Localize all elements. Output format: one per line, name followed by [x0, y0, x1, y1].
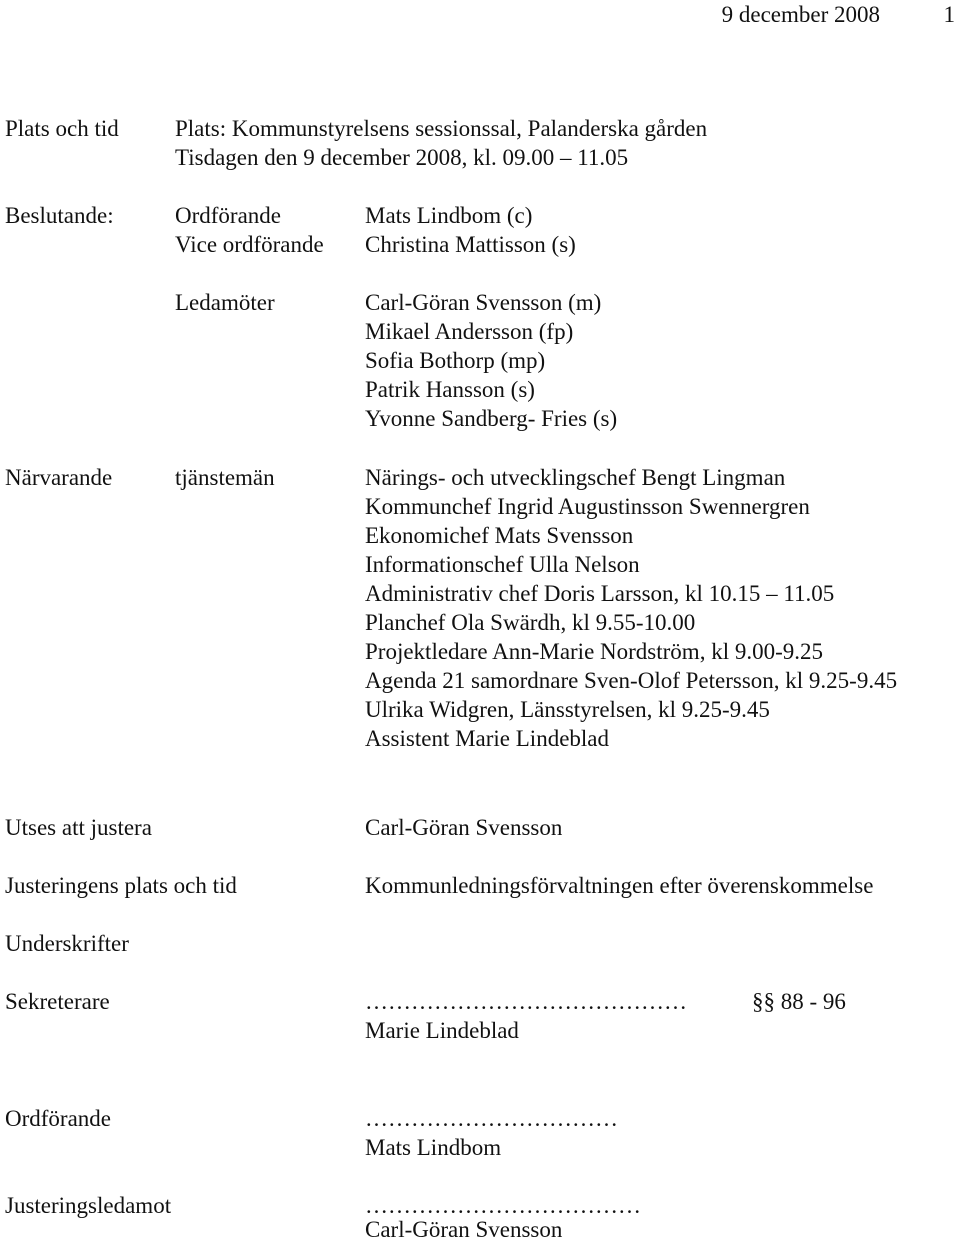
ordforande-signature-line: …………………………… — [365, 1106, 618, 1131]
official-item: Ulrika Widgren, Länsstyrelsen, kl 9.25-9.45 — [365, 697, 770, 722]
official-item: Närings- och utvecklingschef Bengt Lingman — [365, 465, 786, 490]
sekreterare-signature-line: …………………………………… — [365, 989, 687, 1014]
official-item: Informationschef Ulla Nelson — [365, 552, 640, 577]
justering-plats-value: Kommunledningsförvaltningen efter överenskommelse — [365, 873, 874, 898]
beslutande-label: Beslutande: — [5, 203, 114, 228]
plats-block — [175, 114, 707, 172]
ordforande-name: Mats Lindbom — [365, 1135, 502, 1160]
official-item: Projektledare Ann-Marie Nordström, kl 9.00-9.25 — [365, 639, 823, 664]
official-item: Kommunchef Ingrid Augustinsson Swennergren — [365, 494, 810, 519]
plats-line: Plats: Kommunstyrelsens sessionssal, Palanderska gården — [175, 116, 708, 141]
plats-label: Plats och tid — [5, 116, 119, 141]
official-item: Planchef Ola Swärdh, kl 9.55-10.00 — [365, 610, 696, 635]
member-item: Mikael Andersson (fp) — [365, 319, 574, 344]
sekreterare-label: Sekreterare — [5, 989, 110, 1014]
official-item: Assistent Marie Lindeblad — [365, 726, 610, 751]
chair-name: Mats Lindbom (c) — [365, 203, 533, 228]
narvarande-role: tjänstemän — [175, 465, 275, 490]
utses-value: Carl-Göran Svensson — [365, 815, 563, 840]
utses-label: Utses att justera — [5, 815, 152, 840]
justeringsledamot-name: Carl-Göran Svensson — [365, 1217, 563, 1242]
chair-role: Ordförande — [175, 203, 282, 228]
official-item: Agenda 21 samordnare Sven-Olof Petersson, kl 9.25-9.45 — [365, 668, 898, 693]
narvarande-label: Närvarande — [5, 465, 113, 490]
vice-chair-role: Vice ordförande — [175, 232, 324, 257]
tid-line: Tisdagen den 9 december 2008, kl. 09.00 – 11.05 — [175, 145, 629, 170]
justeringsledamot-label: Justeringsledamot — [5, 1193, 172, 1218]
ordforande-label: Ordförande — [5, 1106, 112, 1131]
member-item: Carl-Göran Svensson (m) — [365, 290, 602, 315]
sekreterare-name: Marie Lindeblad — [365, 1018, 519, 1043]
official-item: Administrativ chef Doris Larsson, kl 10.15 – 11.05 — [365, 581, 835, 606]
officials-list — [365, 463, 897, 753]
vice-chair-name: Christina Mattisson (s) — [365, 232, 576, 257]
paragraph-range: §§ 88 - 96 — [752, 989, 846, 1014]
justering-plats-label: Justeringens plats och tid — [5, 873, 237, 898]
justeringsledamot-signature-line: ……………………………… — [365, 1193, 641, 1218]
page-number: 1 — [943, 2, 955, 27]
member-item: Patrik Hansson (s) — [365, 377, 535, 402]
member-item: Yvonne Sandberg- Fries (s) — [365, 406, 618, 431]
underskrifter-label: Underskrifter — [5, 931, 129, 956]
official-item: Ekonomichef Mats Svensson — [365, 523, 634, 548]
members-role: Ledamöter — [175, 290, 275, 315]
member-item: Sofia Bothorp (mp) — [365, 348, 546, 373]
members-list — [365, 288, 617, 433]
header-date: 9 december 2008 — [721, 2, 880, 27]
